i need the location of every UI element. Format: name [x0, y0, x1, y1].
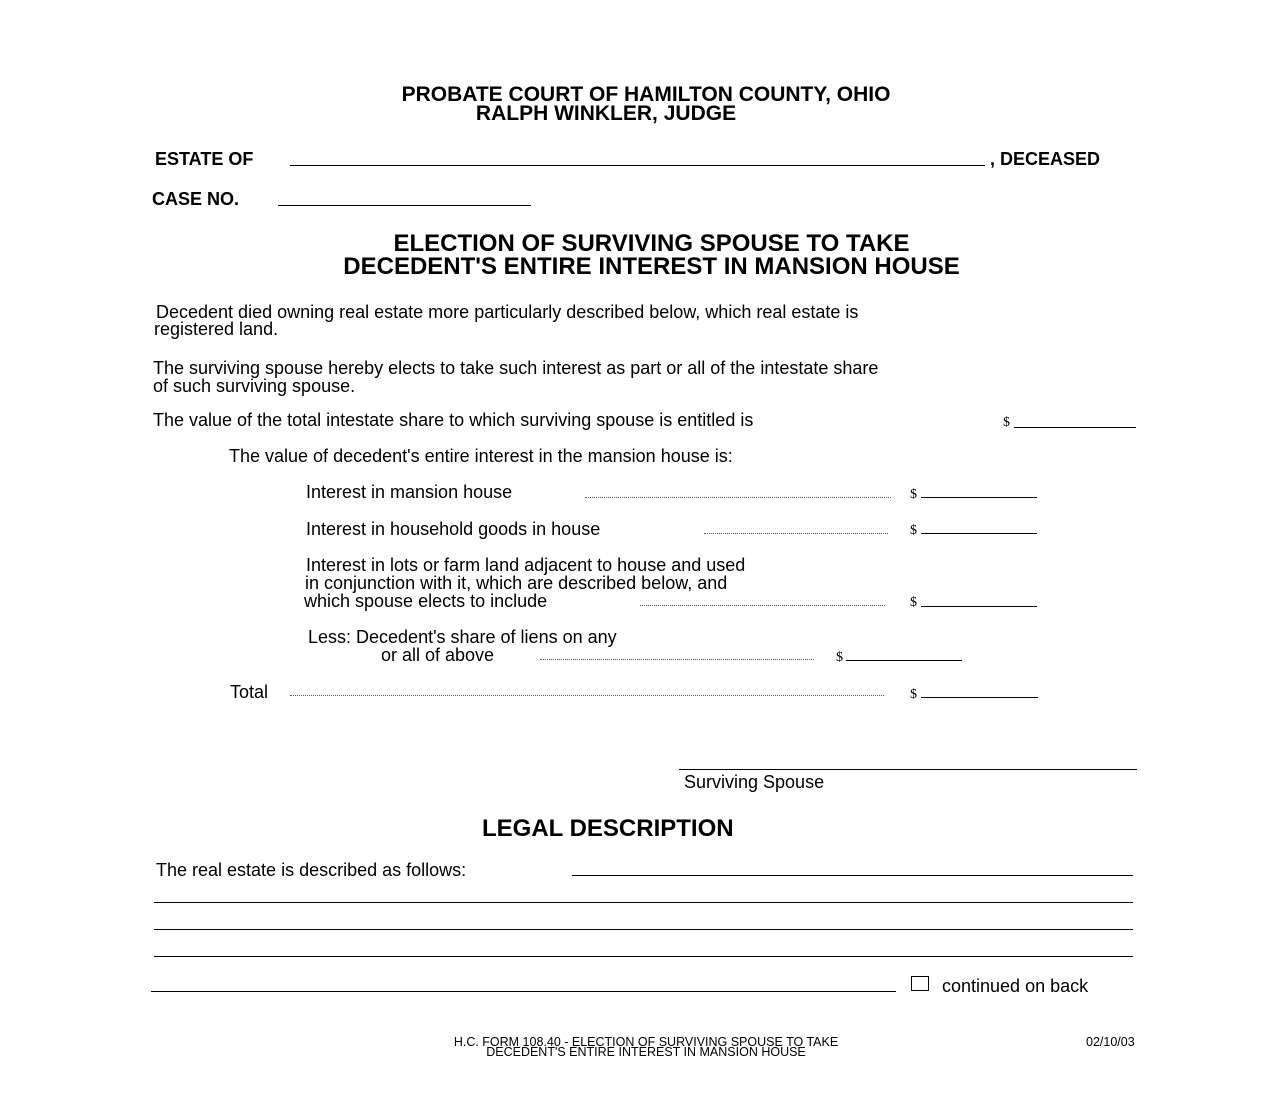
liens-value-field[interactable]: [846, 660, 962, 661]
item-goods-label: Interest in household goods in house: [306, 519, 601, 539]
liens-label: Less: Decedent's share of liens on any: [308, 627, 617, 647]
land-value-field[interactable]: [921, 606, 1037, 607]
estate-name-field[interactable]: [290, 165, 985, 166]
liens-label-2: or all of above: [381, 645, 495, 665]
footer-form-id-2: DECEDENT'S ENTIRE INTEREST IN MANSION HOUSE: [486, 1045, 806, 1059]
item-land-label-3: which spouse elects to include: [304, 591, 548, 611]
paragraph-1-cont: registered land.: [154, 319, 279, 339]
legal-description-intro: The real estate is described as follows:: [156, 860, 467, 880]
court-name: PROBATE COURT OF HAMILTON COUNTY, OHIO: [401, 83, 891, 106]
dollar-sign: $: [910, 523, 917, 538]
legal-description-line[interactable]: [151, 991, 896, 992]
total-value-field[interactable]: [921, 697, 1038, 698]
case-no-field[interactable]: [278, 205, 531, 206]
leader-dots: [640, 605, 885, 606]
continued-checkbox[interactable]: [911, 976, 929, 991]
legal-description-heading: LEGAL DESCRIPTION: [482, 815, 734, 842]
leader-dots: [290, 695, 884, 696]
legal-description-line[interactable]: [572, 875, 1133, 876]
footer-date: 02/10/03: [1086, 1035, 1135, 1049]
dollar-sign: $: [836, 650, 843, 665]
dollar-sign: $: [910, 595, 917, 610]
item-land-label-2: in conjunction with it, which are described below, and: [305, 573, 728, 593]
case-no-label: CASE NO.: [152, 189, 240, 209]
signature-label: Surviving Spouse: [684, 772, 825, 792]
judge-name: RALPH WINKLER, JUDGE: [475, 102, 737, 125]
legal-description-line[interactable]: [154, 956, 1133, 957]
dollar-sign: $: [910, 487, 917, 502]
footer-form-id: H.C. FORM 108.40 - ELECTION OF SURVIVING SPOUSE TO TAKE: [453, 1035, 839, 1049]
paragraph-2: The surviving spouse hereby elects to take such interest as part or all of the intestate share: [153, 358, 879, 378]
dollar-sign: $: [910, 687, 917, 702]
legal-description-line[interactable]: [154, 902, 1133, 903]
leader-dots: [540, 659, 814, 660]
deceased-label: , DECEASED: [990, 149, 1101, 169]
estate-label: ESTATE OF: [155, 149, 254, 169]
item-land-label: Interest in lots or farm land adjacent to house and used: [306, 555, 746, 575]
paragraph-1: Decedent died owning real estate more particularly described below, which real estate is: [156, 302, 859, 322]
dollar-sign: $: [1003, 415, 1010, 430]
paragraph-2-cont: of such surviving spouse.: [153, 376, 356, 396]
continued-label: continued on back: [942, 976, 1089, 996]
form-title-line2: DECEDENT'S ENTIRE INTEREST IN MANSION HOUSE: [343, 253, 960, 280]
mansion-value-field[interactable]: [921, 497, 1037, 498]
intestate-share-field[interactable]: [1014, 427, 1136, 428]
leader-dots: [704, 533, 888, 534]
item-mansion-label: Interest in mansion house: [306, 482, 513, 502]
spouse-signature-field[interactable]: [679, 769, 1137, 770]
paragraph-3: The value of the total intestate share to which surviving spouse is entitled is: [153, 410, 754, 430]
goods-value-field[interactable]: [921, 533, 1037, 534]
paragraph-4: The value of decedent's entire interest in the mansion house is:: [229, 446, 733, 466]
legal-description-line[interactable]: [154, 929, 1133, 930]
leader-dots: [585, 497, 891, 498]
form-title-line1: ELECTION OF SURVIVING SPOUSE TO TAKE: [393, 230, 910, 257]
total-label: Total: [230, 682, 269, 702]
